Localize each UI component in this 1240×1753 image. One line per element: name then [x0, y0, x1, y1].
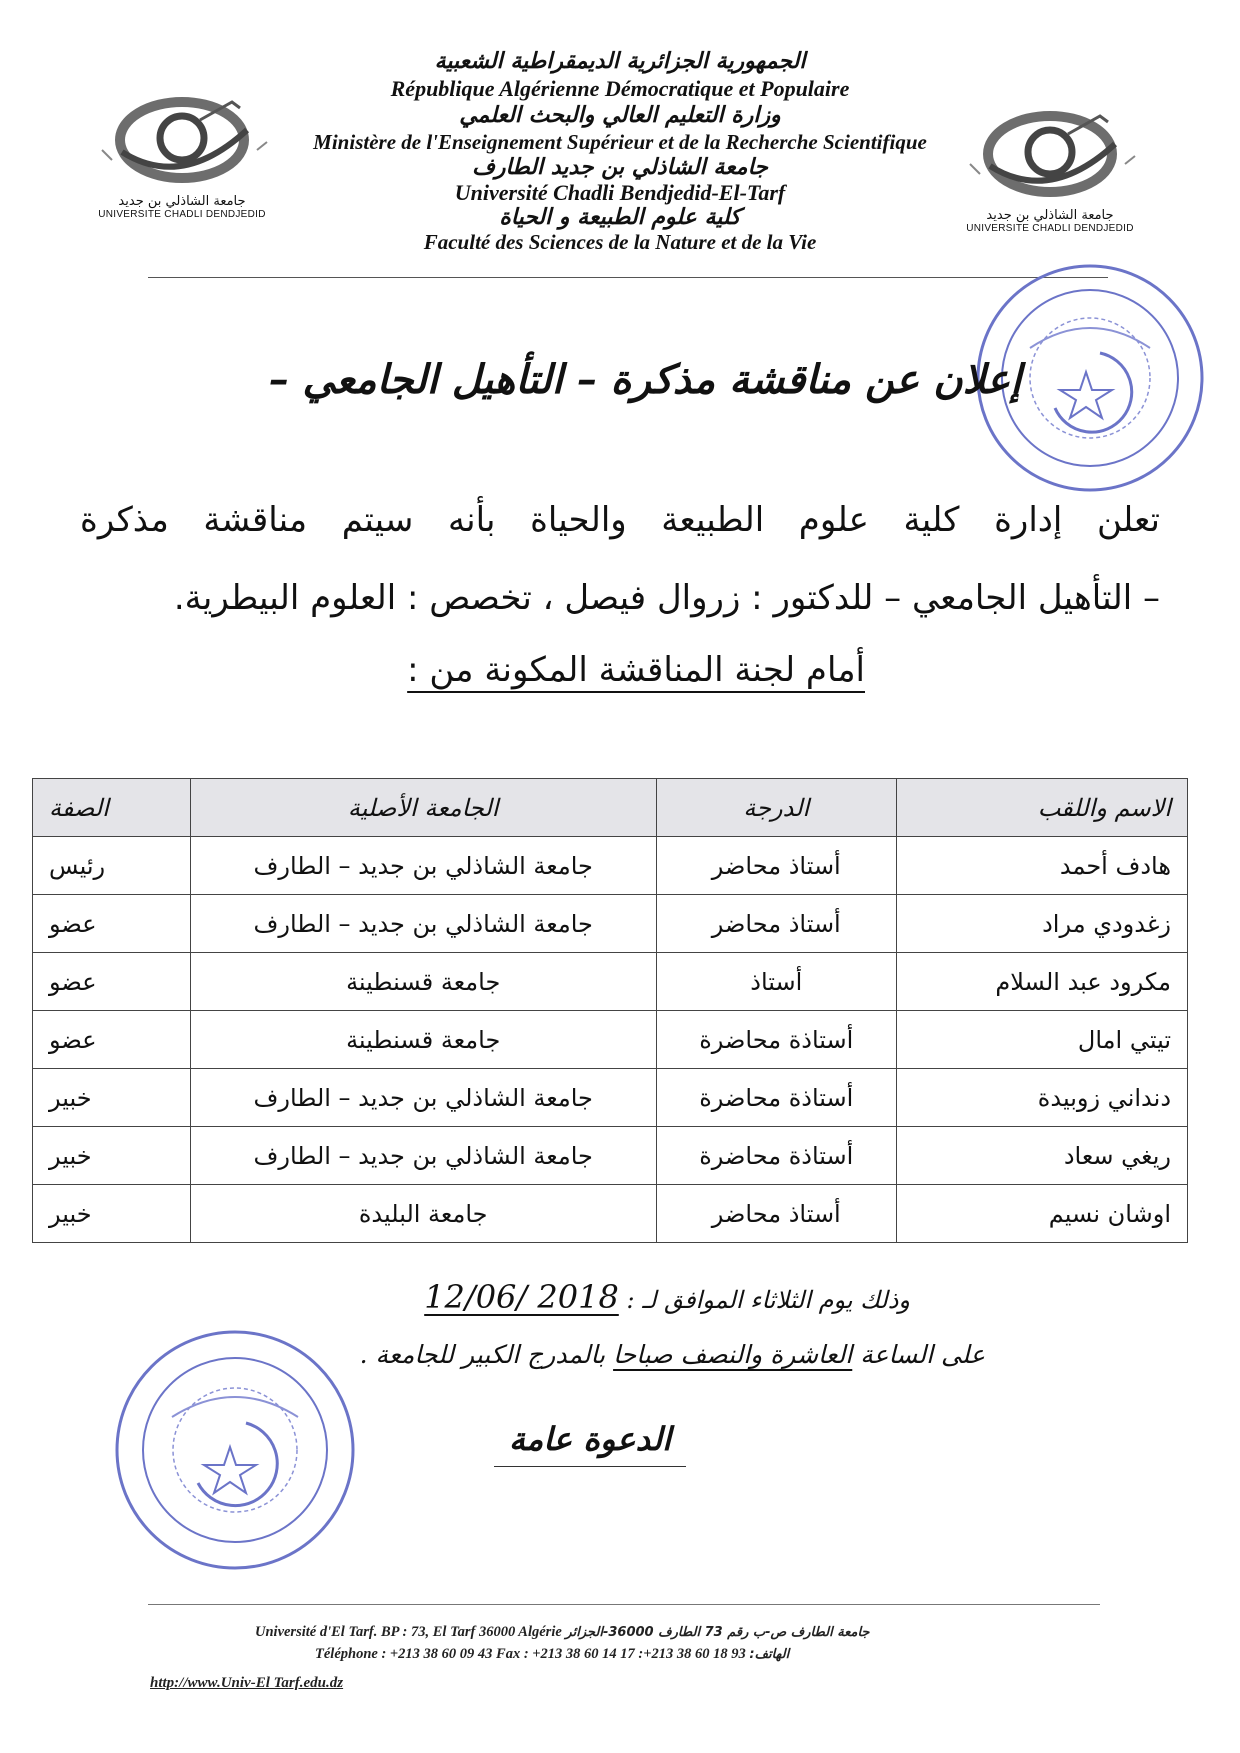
website-url: http://www.Univ-El Tarf.edu.dz	[150, 1675, 344, 1691]
phone-fr: Téléphone : +213 38 60 09 43 Fax : +213 38 60 14 17 :+213 38 60 18 93	[315, 1646, 746, 1662]
member-grade: أستاذ	[656, 953, 896, 1011]
header-name: الاسم واللقب	[896, 779, 1187, 837]
table-row	[33, 953, 1188, 1011]
member-grade: أستاذة محاضرة	[656, 1069, 896, 1127]
member-university: جامعة الشاذلي بن جديد – الطارف	[190, 837, 656, 895]
header-role: الصفة	[33, 779, 191, 837]
member-name: اوشان نسيم	[896, 1185, 1187, 1243]
university-logo-right	[950, 104, 1150, 234]
table-row	[33, 837, 1188, 895]
official-stamp-icon	[110, 1325, 360, 1575]
address-fr: Université d'El Tarf. BP : 73, El Tarf 36000 Algérie	[255, 1624, 562, 1640]
committee-intro: أمام لجنة المناقشة المكونة من :	[407, 650, 865, 690]
footer-divider	[148, 1604, 1100, 1605]
ministry-fr: Ministère de l'Enseignement Supérieur et de la Recherche Scientifique	[313, 130, 927, 154]
schedule-time-prefix: على الساعة	[860, 1340, 985, 1369]
invitation-text: الدعوة عامة	[508, 1420, 672, 1458]
member-grade: أستاذ محاضر	[656, 1185, 896, 1243]
member-grade: أستاذ محاضر	[656, 837, 896, 895]
defense-date: 12/06/ 2018	[424, 1278, 619, 1316]
member-university: جامعة الشاذلي بن جديد – الطارف	[190, 1069, 656, 1127]
phone-ar-label: الهاتف:	[749, 1647, 790, 1662]
member-university: جامعة البليدة	[190, 1185, 656, 1243]
member-grade: أستاذة محاضرة	[656, 1127, 896, 1185]
member-university: جامعة قسنطينة	[190, 1011, 656, 1069]
intro-line-3	[407, 650, 865, 690]
table-row	[33, 1011, 1188, 1069]
intro-line-1: تعلن إدارة كلية علوم الطبيعة والحياة بأنه سيتم مناقشة مذكرة	[80, 500, 1160, 540]
table-row	[33, 1185, 1188, 1243]
letterhead	[300, 48, 940, 258]
member-role: عضو	[33, 1011, 191, 1069]
republic-ar: الجمهورية الجزائرية الديمقراطية الشعبية	[434, 48, 806, 74]
member-role: رئيس	[33, 837, 191, 895]
header-grade: الدرجة	[656, 779, 896, 837]
university-logo-icon	[950, 104, 1150, 204]
defense-time: العاشرة والنصف صباحا	[613, 1340, 853, 1369]
website-link[interactable]	[150, 1675, 343, 1692]
member-grade: أستاذة محاضرة	[656, 1011, 896, 1069]
table-row	[33, 1127, 1188, 1185]
member-university: جامعة الشاذلي بن جديد – الطارف	[190, 1127, 656, 1185]
invitation-note	[494, 1420, 686, 1467]
logo-name-fr: UNIVERSITE CHADLI DENDJEDID	[966, 223, 1134, 234]
defense-place: بالمدرج الكبير للجامعة .	[359, 1340, 606, 1369]
ministry-ar: وزارة التعليم العالي والبحث العلمي	[459, 102, 781, 128]
announcement-title: إعلان عن مناقشة مذكرة – التأهيل الجامعي –	[268, 356, 1022, 403]
table-row	[33, 1069, 1188, 1127]
university-ar: جامعة الشاذلي بن جديد الطارف	[472, 154, 768, 180]
intro-line-2: – التأهيل الجامعي – للدكتور : زروال فيصل ، تخصص : العلوم البيطرية.	[173, 578, 1160, 618]
logo-name-fr: UNIVERSITE CHADLI DENDJEDID	[98, 209, 266, 220]
member-role: عضو	[33, 895, 191, 953]
member-name: ريغي سعاد	[896, 1127, 1187, 1185]
table-header-row	[33, 779, 1188, 837]
faculty-fr: Faculté des Sciences de la Nature et de la Vie	[423, 230, 817, 254]
footer-address	[255, 1624, 869, 1641]
member-role: خبير	[33, 1185, 191, 1243]
jury-table	[32, 778, 1188, 1243]
footer-phone	[315, 1646, 789, 1663]
university-logo-left	[82, 90, 282, 220]
member-name: زغدودي مراد	[896, 895, 1187, 953]
republic-fr: République Algérienne Démocratique et Populaire	[390, 76, 850, 101]
university-logo-icon	[82, 90, 282, 190]
member-grade: أستاذ محاضر	[656, 895, 896, 953]
member-role: عضو	[33, 953, 191, 1011]
university-fr: Université Chadli Bendjedid-El-Tarf	[454, 180, 786, 205]
member-university: جامعة قسنطينة	[190, 953, 656, 1011]
faculty-ar: كلية علوم الطبيعة و الحياة	[499, 204, 741, 230]
logo-name-ar: جامعة الشاذلي بن جديد	[986, 208, 1114, 223]
logo-name-ar: جامعة الشاذلي بن جديد	[118, 194, 246, 209]
schedule-day-prefix: وذلك يوم الثلاثاء الموافق لـ :	[626, 1286, 910, 1314]
member-name: هادف أحمد	[896, 837, 1187, 895]
member-university: جامعة الشاذلي بن جديد – الطارف	[190, 895, 656, 953]
member-name: تيتي امال	[896, 1011, 1187, 1069]
header-university: الجامعة الأصلية	[190, 779, 656, 837]
header-divider	[148, 277, 1108, 278]
member-role: خبير	[33, 1127, 191, 1185]
member-name: مكرود عبد السلام	[896, 953, 1187, 1011]
member-name: دنداني زوبيدة	[896, 1069, 1187, 1127]
address-ar: جامعة الطارف ص-ب رقم 73 الطارف 36000-الجزائر	[565, 1625, 870, 1640]
member-role: خبير	[33, 1069, 191, 1127]
table-row	[33, 895, 1188, 953]
schedule-date-line	[424, 1278, 910, 1316]
schedule-time-line	[360, 1340, 985, 1369]
